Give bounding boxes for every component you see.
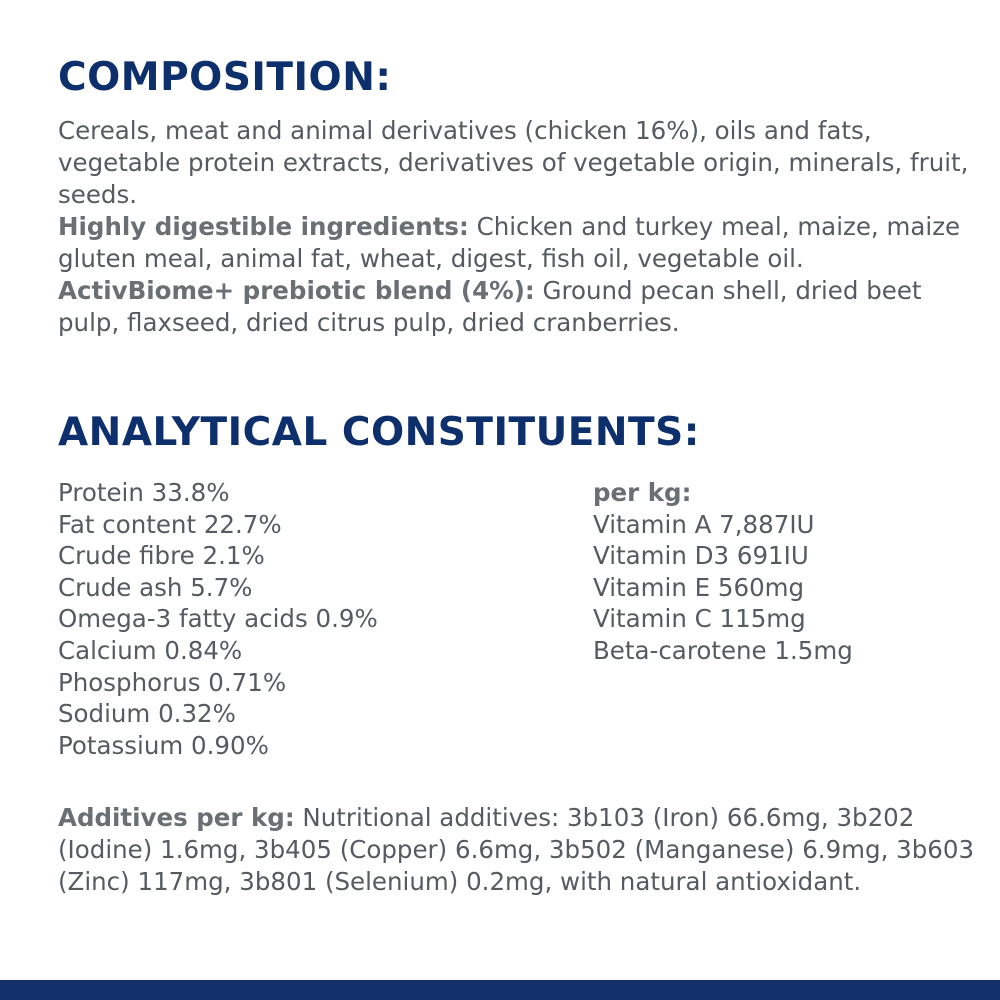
additives-label: Additives per kg: [58, 803, 295, 832]
vitamins-per-kg-list [593, 477, 853, 667]
per-kg-label: per kg: [593, 478, 692, 507]
analytical-constituents-heading: ANALYTICAL CONSTITUENTS: [58, 410, 700, 455]
vitamin-item: Vitamin A 7,887IU [593, 509, 815, 539]
constituent-item: Phosphorus 0.71% [58, 667, 287, 697]
composition-heading: COMPOSITION: [58, 55, 392, 100]
constituent-item: Crude ash 5.7% [58, 572, 253, 602]
constituent-item: Omega-3 fatty acids 0.9% [58, 604, 378, 634]
prebiotic-blend-text: Ground pecan shell, dried beet pulp, flaxseed, dried citrus pulp, dried cranberries. [58, 276, 922, 337]
composition-intro: Cereals, meat and animal derivatives (chicken 16%), oils and fats, vegetable protein extracts, derivatives of vegetable origin, minerals, fruit, seeds. [58, 116, 969, 209]
constituent-item: Potassium 0.90% [58, 730, 269, 760]
constituent-item: Sodium 0.32% [58, 699, 236, 729]
additives-detail: Nutritional additives: 3b103 (Iron) 66.6mg, 3b202 (Iodine) 1.6mg, 3b405 (Copper) 6.6mg, 3b502 (Manganese) 6.9mg, 3b603 (Zinc) 117mg, 3b801 (Selenium) 0.2mg, with natural antioxidant. [58, 803, 975, 896]
constituent-item: Calcium 0.84% [58, 635, 243, 665]
constituent-item: Fat content 22.7% [58, 509, 282, 539]
footer-bar [0, 980, 1000, 1000]
digestible-ingredients-label: Highly digestible ingredients: [58, 212, 469, 241]
constituent-item: Protein 33.8% [58, 478, 230, 507]
composition-text [58, 115, 978, 339]
vitamin-item: Vitamin E 560mg [593, 572, 805, 602]
constituent-item: Crude fibre 2.1% [58, 541, 265, 571]
digestible-ingredients-text: Chicken and turkey meal, maize, maize gluten meal, animal fat, wheat, digest, fish oil, vegetable oil. [58, 212, 961, 273]
constituents-list [58, 477, 378, 761]
prebiotic-blend-label: ActivBiome+ prebiotic blend (4%): [58, 276, 535, 305]
vitamin-item: Beta-carotene 1.5mg [593, 635, 853, 665]
vitamin-item: Vitamin C 115mg [593, 604, 806, 634]
additives-text [58, 802, 978, 898]
vitamin-item: Vitamin D3 691IU [593, 541, 809, 571]
